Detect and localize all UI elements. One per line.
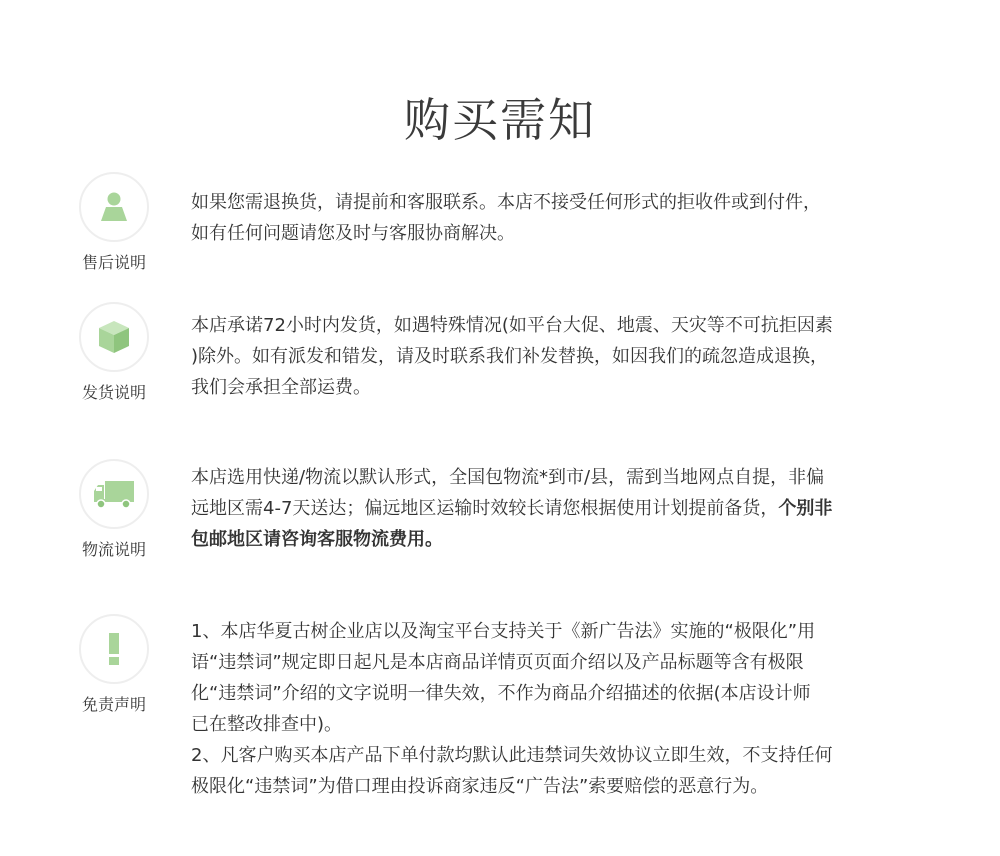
exclamation-icon [104,631,124,667]
text-line-bold: 包邮地区请咨询客服物流费用。 [191,529,443,550]
after-sales-label: 售后说明 [81,253,146,272]
box-icon [95,318,133,356]
disclaimer-icon-column [74,614,154,715]
text-line: 极限化“违禁词”为借口理由投诉商家违反“广告法”索要赔偿的恶意行为。 [191,776,769,797]
shipping-text [191,310,911,403]
shipping-icon-circle [79,302,149,372]
text-line: 本店选用快递/物流以默认形式，全国包物流*到市/县，需到当地网点自提，非偏 [191,467,825,488]
text-line: )除外。如有派发和错发，请及时联系我们补发替换，如因我们的疏忽造成退换， [191,346,829,367]
disclaimer-text [191,616,911,802]
text-line: 本店承诺72小时内发货，如遇特殊情况(如平台大促、地震、天灾等不可抗拒因素 [191,315,833,336]
after-sales-icon-column [74,172,154,273]
text-line-bold: 个别非 [778,498,833,519]
truck-icon [92,478,136,510]
text-line: 如有任何问题请您及时与客服协商解决。 [191,223,515,244]
text-line: 我们会承担全部运费。 [191,377,371,398]
text-line: 2、凡客户购买本店产品下单付款均默认此违禁词失效协议立即生效，不支持任何 [191,745,833,766]
logistics-icon-column [74,459,154,560]
text-line-normal: 远地区需4-7天送达；偏远地区运输时效较长请您根据使用计划提前备货， [191,498,779,519]
logistics-icon-circle [79,459,149,529]
disclaimer-label: 免责声明 [81,695,146,714]
shipping-icon-column [74,302,154,403]
person-icon [97,190,131,224]
text-line: 1、本店华夏古树企业店以及淘宝平台支持关于《新广告法》实施的“极限化”用 [191,621,816,642]
page-title: 购买需知 [404,93,596,147]
text-line: 化“违禁词”介绍的文字说明一律失效，不作为商品介绍描述的依据(本店设计师 [191,683,811,704]
text-line: 已在整改排查中)。 [191,714,343,735]
disclaimer-icon-circle [79,614,149,684]
after-sales-icon-circle [79,172,149,242]
logistics-label: 物流说明 [81,540,146,559]
shipping-label: 发货说明 [81,383,146,402]
text-line: 如果您需退换货，请提前和客服联系。本店不接受任何形式的拒收件或到付件， [191,192,821,213]
after-sales-text [191,187,911,249]
text-line [191,493,911,524]
logistics-text [191,462,911,555]
text-line: 语“违禁词”规定即日起凡是本店商品详情页页面介绍以及产品标题等含有极限 [191,652,804,673]
